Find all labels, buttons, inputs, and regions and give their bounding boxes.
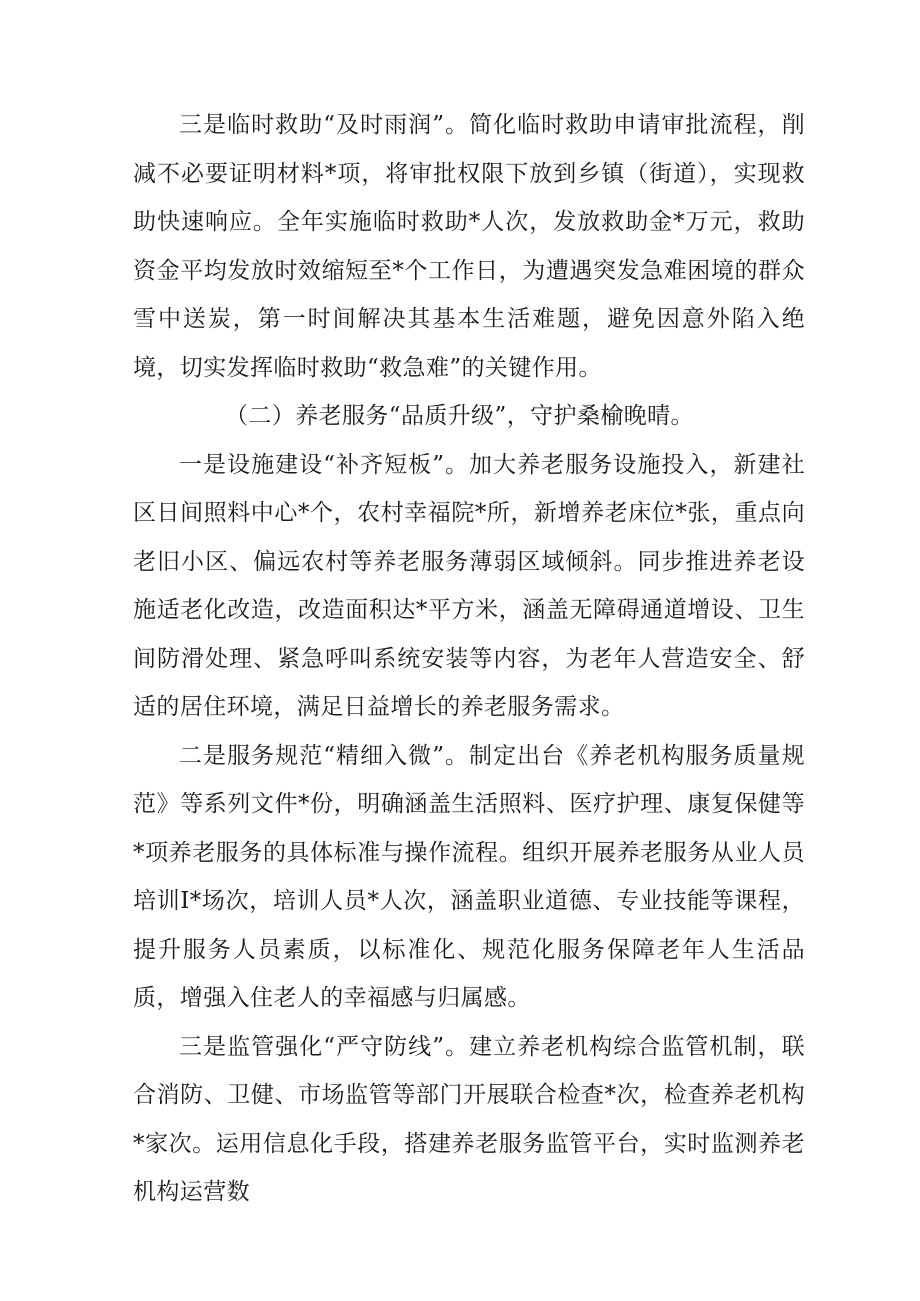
paragraph-service-standards: 二是服务规范“精细入微”。制定出台《养老机构服务质量规范》等系列文件*份，明确涵盖生活照料、医疗护理、康复保健等*项养老服务的具体标准与操作流程。组织开展养老服务从业人员培训I*场次，培训人员*人次，涵盖职业道德、专业技能等课程，提升服务人员素质，以标准化、规范化服务保障老年人生活品质，增强入住老人的幸福感与归属感。 [133, 742, 805, 1011]
section-heading-elderly-care: （二）养老服务“品质升级”，守护桑榆晚晴。 [225, 403, 694, 429]
document-body [133, 101, 805, 1217]
paragraph-temporary-assistance: 三是临时救助“及时雨润”。简化临时救助申请审批流程，削减不必要证明材料*项，将审批权限下放到乡镇（街道），实现救助快速响应。全年实施临时救助*人次，发放救助金*万元，救助资金平均发放时效缩短至*个工作日，为遭遇突发急难困境的群众雪中送炭，第一时间解决其基本生活难题，避免因意外陷入绝境，切实发挥临时救助“救急难”的关键作用。 [133, 112, 805, 381]
paragraph-supervision: 三是监管强化“严守防线”。建立养老机构综合监管机制，联合消防、卫健、市场监管等部门开展联合检查*次，检查养老机构*家次。运用信息化手段，搭建养老服务监管平台，实时监测养老机构运营数 [133, 1033, 805, 1205]
paragraph-facility-construction: 一是设施建设“补齐短板”。加大养老服务设施投入，新建社区日间照料中心*个，农村幸福院*所，新增养老床位*张，重点向老旧小区、偏远农村等养老服务薄弱区域倾斜。同步推进养老设施适老化改造，改造面积达*平方米，涵盖无障碍通道增设、卫生间防滑处理、紧急呼叫系统安装等内容，为老年人营造安全、舒适的居住环境，满足日益增长的养老服务需求。 [133, 451, 805, 720]
